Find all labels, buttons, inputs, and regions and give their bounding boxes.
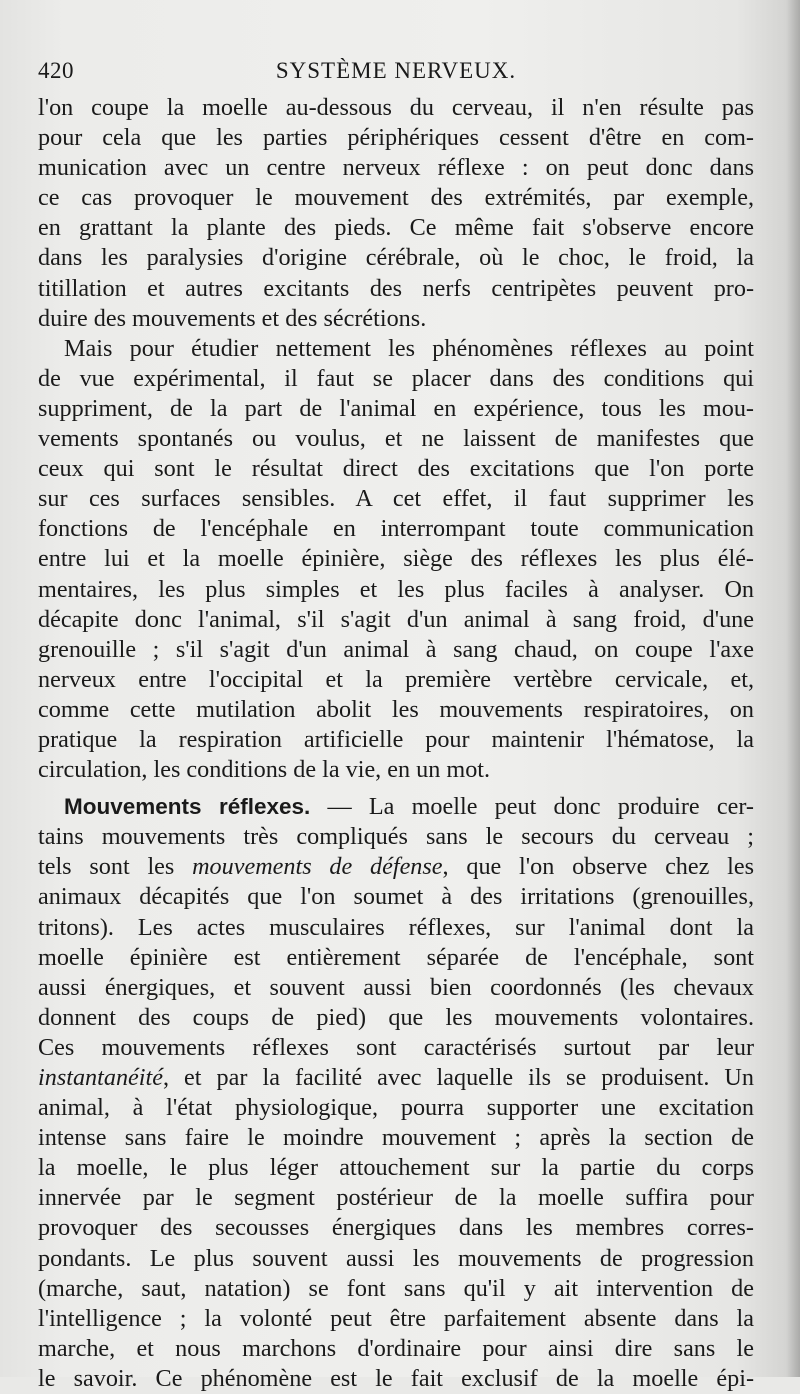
text-line: fonctions de l'encéphale en interrompant toute communication (38, 515, 754, 543)
paragraph-3 (38, 792, 754, 1394)
text-line: comme cette mutilation abolit les mouvements respiratoires, on (38, 695, 754, 723)
text-line: ceux qui sont le résultat direct des excitations que l'on porte (38, 455, 754, 483)
text-line: provoquer des secousses énergiques dans les membres corres- (38, 1214, 754, 1242)
text-line: pour cela que les parties périphériques cessent d'être en com- (38, 124, 754, 152)
text-line: nerveux entre l'occipital et la première vertèbre cervicale, et, (38, 665, 754, 693)
text-line: pondants. Le plus souvent aussi les mouvements de progression (38, 1244, 754, 1272)
text-line: donnent des coups de pied) que les mouvements volontaires. (38, 1003, 754, 1031)
text-line: sur ces surfaces sensibles. A cet effet, il faut supprimer les (38, 485, 754, 513)
text-run: , et par la facilité avec laquelle ils se produisent. Un (162, 1064, 754, 1091)
text-line: grenouille ; s'il s'agit d'un animal à sang chaud, on coupe l'axe (38, 635, 754, 663)
text-line: l'on coupe la moelle au-dessous du cerveau, il n'en résulte pas (38, 94, 754, 121)
text-run: — La moelle peut donc produire cer- (310, 793, 754, 821)
italic-term: instantanéité (38, 1064, 163, 1091)
text-line: tains mouvements très compliqués sans le secours du cerveau ; (38, 823, 754, 851)
text-line: mentaires, les plus simples et les plus faciles à analyser. On (38, 575, 754, 603)
text-line: munication avec un centre nerveux réflexe : on peut donc dans (38, 154, 754, 182)
text-line: intense sans faire le moindre mouvement ; après la section de (38, 1124, 754, 1152)
text-line: suppriment, de la part de l'animal en expérience, tous les mou- (38, 394, 754, 422)
text-line: pratique la respiration artificielle pour maintenir l'hématose, la (38, 725, 754, 753)
text-line: ce cas provoquer le mouvement des extrémités, par exemple, (38, 184, 754, 212)
text-line: animal, à l'état physiologique, pourra supporter une excitation (38, 1094, 754, 1122)
text-line: aussi énergiques, et souvent aussi bien coordonnés (les chevaux (38, 973, 754, 1001)
text-line: décapite donc l'animal, s'il s'agit d'un animal à sang froid, d'une (38, 605, 754, 633)
text-line: vements spontanés ou voulus, et ne laissent de manifestes que (38, 425, 754, 453)
text-line: de vue expérimental, il faut se placer dans des conditions qui (38, 364, 754, 392)
page-header (38, 52, 754, 92)
paragraph-gap (38, 785, 754, 792)
text-line: en grattant la plante des pieds. Ce même fait s'observe encore (38, 214, 754, 242)
text-line: moelle épinière est entièrement séparée de l'encéphale, sont (38, 943, 754, 971)
section-heading: Mouvements réflexes. (64, 794, 311, 820)
text-line: dans les paralysies d'origine cérébrale, où le choc, le froid, la (38, 244, 754, 272)
text-run: , que l'on observe chez les (442, 853, 755, 881)
text-run: tels sont les (38, 853, 193, 881)
text-line: Mais pour étudier nettement les phénomènes réflexes au point (64, 334, 754, 362)
text-line (38, 852, 754, 882)
text-line: innervée par le segment postérieur de la moelle suffira pour (38, 1184, 754, 1212)
text-line: animaux décapités que l'on soumet à des irritations (grenouilles, (38, 883, 754, 911)
body-text (38, 93, 754, 1394)
text-line: tritons). Les actes musculaires réflexes, sur l'animal dont la (38, 913, 754, 941)
page-edge-shadow (786, 0, 800, 1377)
text-line: titillation et autres excitants des nerfs centripètes peuvent pro- (38, 274, 754, 302)
text-line: Ces mouvements réflexes sont caractérisés surtout par leur (38, 1033, 754, 1061)
text-line: le savoir. Ce phénomène est le fait exclusif de la moelle épi- (38, 1364, 754, 1392)
text-line (38, 792, 754, 822)
running-title: SYSTÈME NERVEUX. (275, 58, 517, 83)
paragraph-1 (38, 93, 754, 334)
page-number: 420 (38, 58, 74, 83)
text-line: duire des mouvements et des sécrétions. (38, 304, 427, 332)
text-line: (marche, saut, natation) se font sans qu'il y ait intervention de (38, 1274, 754, 1302)
text-line: l'intelligence ; la volonté peut être parfaitement absente dans la (38, 1304, 754, 1332)
paragraph-2 (38, 334, 754, 785)
text-line: marche, et nous marchons d'ordinaire pour ainsi dire sans le (38, 1334, 754, 1362)
text-line: la moelle, le plus léger attouchement sur la partie du corps (38, 1154, 754, 1182)
text-line: entre lui et la moelle épinière, siège des réflexes les plus élé- (38, 545, 754, 573)
text-line (38, 1063, 754, 1093)
text-line: circulation, les conditions de la vie, en un mot. (38, 756, 491, 784)
italic-term: mouvements de défense (192, 853, 443, 881)
